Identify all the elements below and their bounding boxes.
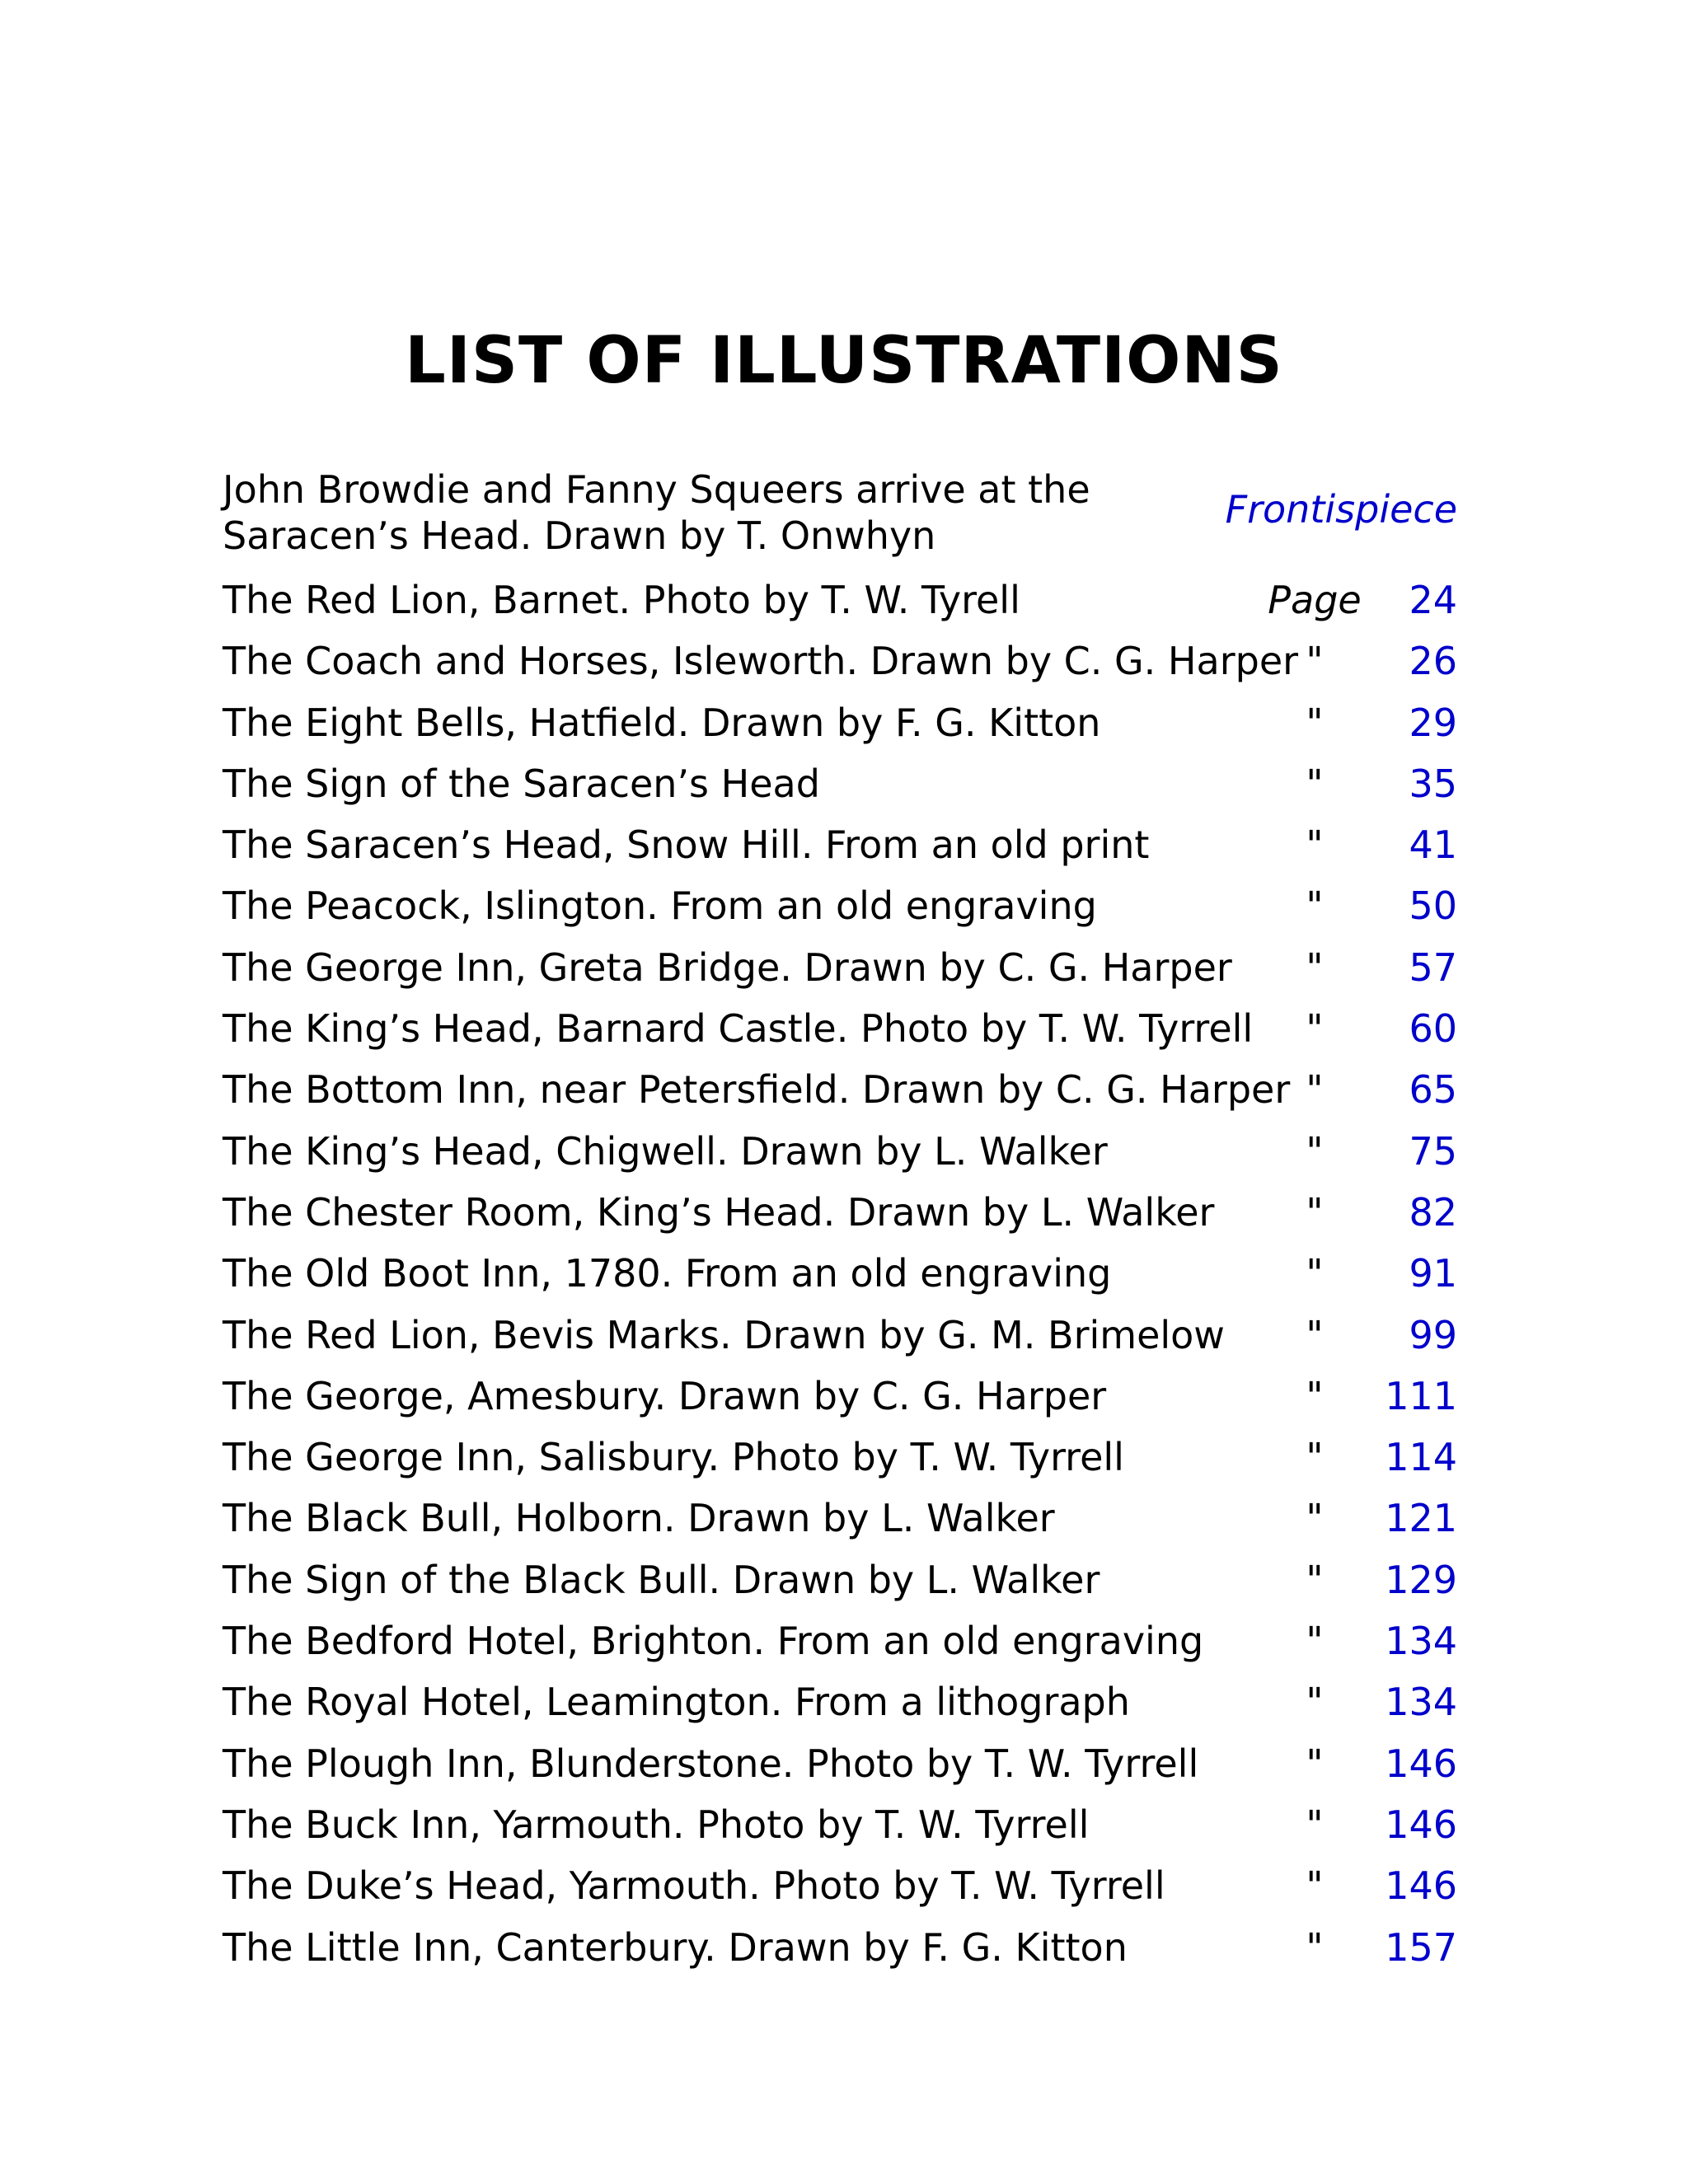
page-number-link[interactable]: 111 <box>1385 1373 1457 1418</box>
list-item <box>223 938 1457 999</box>
illustration-caption: The Peacock, Islington. From an old engraving <box>223 883 1097 929</box>
ditto-mark: " <box>1306 1619 1324 1664</box>
list-item <box>223 570 1457 631</box>
list-item <box>223 1734 1457 1795</box>
list-item <box>223 1244 1457 1305</box>
page-number-link[interactable]: 134 <box>1385 1619 1457 1664</box>
illustration-caption: John Browdie and Fanny Squeers arrive at the Saracen’s Head. Drawn by T. Onwhyn <box>223 467 1090 558</box>
page-number-link[interactable]: 134 <box>1385 1680 1457 1725</box>
page-number-link[interactable]: 60 <box>1409 1006 1457 1052</box>
list-item <box>223 1183 1457 1244</box>
list-item <box>223 1122 1457 1183</box>
illustration-caption: The Duke’s Head, Yarmouth. Photo by T. W. Tyrrell <box>223 1863 1165 1909</box>
list-item <box>223 1550 1457 1611</box>
illustration-caption: The Red Lion, Bevis Marks. Drawn by G. M. Brimelow <box>223 1312 1225 1357</box>
ditto-mark: " <box>1306 639 1324 684</box>
page-label: Page <box>1268 578 1362 622</box>
list-item <box>223 1305 1457 1366</box>
illustration-caption: The Plough Inn, Blunderstone. Photo by T. W. Tyrrell <box>223 1741 1199 1786</box>
illustration-caption: The Red Lion, Barnet. Photo by T. W. Tyrell <box>223 578 1020 622</box>
ditto-mark: " <box>1306 1189 1324 1235</box>
list-item <box>223 1060 1457 1121</box>
illustration-caption: The Bedford Hotel, Brighton. From an old engraving <box>223 1619 1204 1664</box>
page-number-link[interactable]: 35 <box>1409 761 1457 806</box>
illustration-caption: The Chester Room, King’s Head. Drawn by L. Walker <box>223 1189 1215 1235</box>
illustration-caption: The Coach and Horses, Isleworth. Drawn by C. G. Harper <box>223 639 1299 684</box>
ditto-mark: " <box>1306 1373 1324 1418</box>
page-number-link[interactable]: 29 <box>1409 700 1457 745</box>
page-number-link[interactable]: 57 <box>1409 944 1457 990</box>
ditto-mark: " <box>1306 1496 1324 1541</box>
ditto-mark: " <box>1306 1863 1324 1909</box>
page-number-link[interactable]: 121 <box>1385 1496 1457 1541</box>
page-number-link[interactable]: 41 <box>1409 823 1457 868</box>
page-number-link[interactable]: 114 <box>1385 1435 1457 1480</box>
ditto-mark: " <box>1306 944 1324 990</box>
ditto-mark: " <box>1306 1680 1324 1725</box>
ditto-mark: " <box>1306 700 1324 745</box>
list-item <box>223 754 1457 815</box>
page-number-link[interactable]: 91 <box>1409 1251 1457 1296</box>
list-item <box>223 1427 1457 1488</box>
list-item <box>223 1856 1457 1917</box>
illustration-caption: The King’s Head, Chigwell. Drawn by L. Walker <box>223 1128 1108 1174</box>
list-item <box>223 1672 1457 1733</box>
page-number-link[interactable]: 146 <box>1385 1741 1457 1786</box>
page-number-link[interactable]: 146 <box>1385 1863 1457 1909</box>
illustration-caption: The Black Bull, Holborn. Drawn by L. Walker <box>223 1496 1055 1541</box>
illustrations-list <box>223 462 1457 1979</box>
ditto-mark: " <box>1306 761 1324 806</box>
list-item <box>223 999 1457 1060</box>
illustration-caption: The Old Boot Inn, 1780. From an old engraving <box>223 1251 1112 1296</box>
illustration-caption: The Saracen’s Head, Snow Hill. From an old print <box>223 823 1150 868</box>
list-item <box>223 1366 1457 1427</box>
list-item <box>223 1488 1457 1549</box>
illustration-caption: The George Inn, Greta Bridge. Drawn by C. G. Harper <box>223 944 1232 990</box>
ditto-mark: " <box>1306 883 1324 929</box>
illustration-caption: The Bottom Inn, near Petersfield. Drawn by C. G. Harper <box>223 1067 1291 1113</box>
page-number-link[interactable]: 99 <box>1409 1312 1457 1357</box>
ditto-mark: " <box>1306 1312 1324 1357</box>
list-item-frontispiece <box>223 462 1457 570</box>
list-item <box>223 1611 1457 1672</box>
illustration-caption: The King’s Head, Barnard Castle. Photo by T. W. Tyrrell <box>223 1006 1254 1052</box>
page-number-link[interactable]: 82 <box>1409 1189 1457 1235</box>
illustration-caption: The Sign of the Saracen’s Head <box>223 761 820 806</box>
illustration-caption: The Buck Inn, Yarmouth. Photo by T. W. Tyrrell <box>223 1802 1090 1847</box>
page-number-link[interactable]: 157 <box>1385 1924 1457 1970</box>
list-item <box>223 815 1457 876</box>
ditto-mark: " <box>1306 1802 1324 1847</box>
list-item <box>223 631 1457 692</box>
list-item <box>223 1918 1457 1979</box>
illustration-caption: The Royal Hotel, Leamington. From a lithograph <box>223 1680 1130 1725</box>
ditto-mark: " <box>1306 823 1324 868</box>
ditto-mark: " <box>1306 1557 1324 1602</box>
illustration-caption: The George Inn, Salisbury. Photo by T. W. Tyrrell <box>223 1435 1124 1480</box>
page-number-link[interactable]: 75 <box>1409 1128 1457 1174</box>
ditto-mark: " <box>1306 1741 1324 1786</box>
ditto-mark: " <box>1306 1006 1324 1052</box>
list-item <box>223 876 1457 937</box>
page-number-link[interactable]: 146 <box>1385 1802 1457 1847</box>
ditto-mark: " <box>1306 1924 1324 1970</box>
ditto-mark: " <box>1306 1435 1324 1480</box>
ditto-mark: " <box>1306 1067 1324 1113</box>
list-item <box>223 1795 1457 1856</box>
frontispiece-link[interactable]: Frontispiece <box>1225 487 1457 532</box>
illustration-caption: The George, Amesbury. Drawn by C. G. Harper <box>223 1373 1107 1418</box>
illustration-caption: The Little Inn, Canterbury. Drawn by F. G. Kitton <box>223 1924 1128 1970</box>
illustration-caption: The Sign of the Black Bull. Drawn by L. Walker <box>223 1557 1100 1602</box>
illustration-caption: The Eight Bells, Hatfield. Drawn by F. G. Kitton <box>223 700 1101 745</box>
page-number-link[interactable]: 26 <box>1409 639 1457 684</box>
ditto-mark: " <box>1306 1251 1324 1296</box>
ditto-mark: " <box>1306 1128 1324 1174</box>
page-number-link[interactable]: 65 <box>1409 1067 1457 1113</box>
list-item <box>223 693 1457 754</box>
page-number-link[interactable]: 50 <box>1409 883 1457 929</box>
page-title: LIST OF ILLUSTRATIONS <box>405 324 1283 398</box>
page-number-link[interactable]: 24 <box>1409 578 1457 622</box>
page-number-link[interactable]: 129 <box>1385 1557 1457 1602</box>
